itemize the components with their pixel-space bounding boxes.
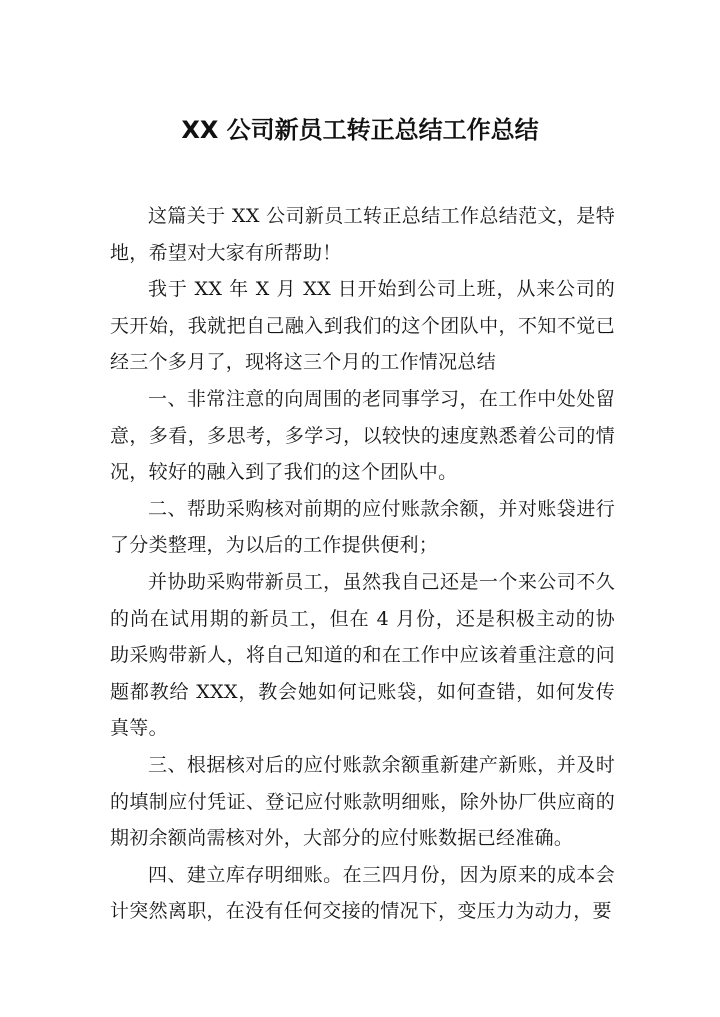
paragraph-item-2-detail: 并协助采购带新员工，虽然我自己还是一个来公司不久的尚在试用期的新员工，但在 4 月份，还是积极主动的协助采购带新人，将自己知道的和在工作中应该着重注意的问题都教给 XXX，教会她如何记账袋，如何查错，如何发传真等。 bbox=[110, 570, 615, 740]
paragraph-start-date: 我于 XX 年 X 月 XX 日开始到公司上班，从来公司的天开始，我就把自己融入到我们的这个团队中，不知不觉已经三个多月了，现将这三个月的工作情况总结 bbox=[110, 278, 615, 374]
document-title: XX 公司新员工转正总结工作总结 bbox=[181, 116, 539, 144]
paragraph-intro: 这篇关于 XX 公司新员工转正总结工作总结范文，是特地，希望对大家有所帮助！ bbox=[110, 205, 615, 264]
document-body bbox=[110, 198, 615, 930]
paragraph-item-3: 三、根据核对后的应付账款余额重新建产新账，并及时的填制应付凭证、登记应付账款明细账，除外协厂供应商的期初余额尚需核对外，大部分的应付账数据已经准确。 bbox=[110, 753, 615, 850]
paragraph-item-2: 二、帮助采购核对前期的应付账款余额，并对账袋进行了分类整理，为以后的工作提供便利； bbox=[110, 497, 615, 557]
paragraph-item-4: 四、建立库存明细账。在三四月份，因为原来的成本会计突然离职，在没有任何交接的情况下，变压力为动力，要 bbox=[110, 863, 615, 923]
paragraph-item-1: 一、非常注意的向周围的老同事学习，在工作中处处留意，多看，多思考，多学习，以较快的速度熟悉着公司的情况，较好的融入到了我们的这个团队中。 bbox=[110, 387, 615, 484]
